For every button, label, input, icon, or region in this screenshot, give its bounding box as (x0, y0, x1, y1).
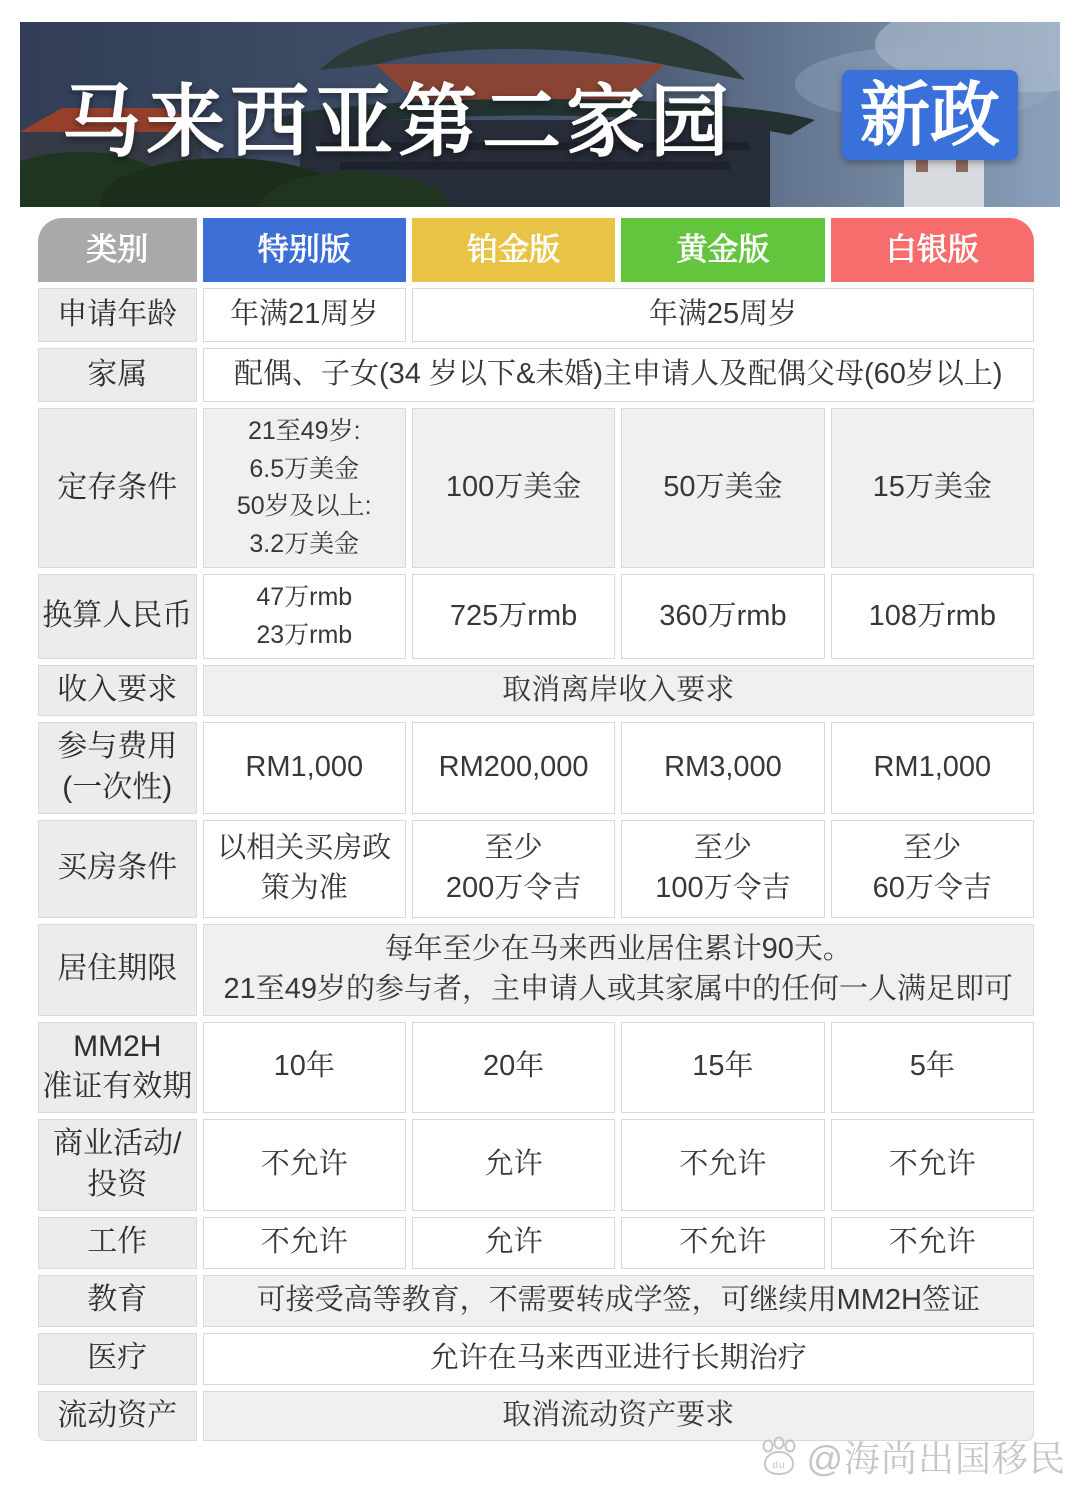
table-cell: 至少 100万令吉 (621, 820, 824, 918)
column-header: 黄金版 (621, 218, 824, 282)
svg-text:du: du (772, 1459, 787, 1471)
table-cell: 取消流动资产要求 (203, 1391, 1034, 1442)
table-cell: RM3,000 (621, 722, 824, 814)
column-header: 类别 (38, 218, 197, 282)
table-row (38, 1275, 1034, 1327)
table-cell: 允许 (412, 1217, 615, 1269)
table-cell: 360万rmb (621, 574, 824, 659)
table-row (38, 1022, 1034, 1113)
table-cell: 不允许 (831, 1217, 1034, 1269)
table-cell: 不允许 (203, 1217, 406, 1269)
table-row (38, 722, 1034, 814)
column-header: 特别版 (203, 218, 406, 282)
column-header: 白银版 (831, 218, 1034, 282)
table-cell: 不允许 (831, 1119, 1034, 1211)
row-label: 家属 (38, 348, 197, 402)
paw-du-icon (758, 1436, 800, 1478)
table-row (38, 1119, 1034, 1211)
table-row (38, 408, 1034, 568)
watermark-text: @海尚出国移民 (806, 1438, 1066, 1479)
row-label: 收入要求 (38, 665, 197, 716)
table-cell: 108万rmb (831, 574, 1034, 659)
table-row (38, 924, 1034, 1016)
table-cell: 10年 (203, 1022, 406, 1113)
table-cell: 可接受高等教育，不需要转成学签，可继续用MM2H签证 (203, 1275, 1034, 1327)
column-header: 铂金版 (412, 218, 615, 282)
table-cell: 配偶、子女(34 岁以下&未婚)主申请人及配偶父母(60岁以上) (203, 348, 1034, 402)
table-cell: RM200,000 (412, 722, 615, 814)
table-cell: 年满25周岁 (412, 288, 1034, 342)
table-cell: 47万rmb 23万rmb (203, 574, 406, 659)
table-cell: RM1,000 (203, 722, 406, 814)
table-cell: 不允许 (203, 1119, 406, 1211)
row-label: 教育 (38, 1275, 197, 1327)
table-cell: 5年 (831, 1022, 1034, 1113)
row-label: 商业活动/ 投资 (38, 1119, 197, 1211)
row-label: 流动资产 (38, 1391, 197, 1442)
table-cell: 年满21周岁 (203, 288, 406, 342)
page-title: 马来西亚第二家园 (62, 76, 734, 166)
table-cell: RM1,000 (831, 722, 1034, 814)
row-label: 居住期限 (38, 924, 197, 1016)
table-cell: 以相关买房政 策为准 (203, 820, 406, 918)
table-cell: 50万美金 (621, 408, 824, 568)
table-cell: 允许 (412, 1119, 615, 1211)
mm2h-comparison-table (32, 212, 1040, 1447)
row-label: 定存条件 (38, 408, 197, 568)
row-label: 工作 (38, 1217, 197, 1269)
table-cell: 取消离岸收入要求 (203, 665, 1034, 716)
title-badge: 新政 (842, 70, 1018, 160)
table-cell: 允许在马来西亚进行长期治疗 (203, 1333, 1034, 1385)
table-cell: 20年 (412, 1022, 615, 1113)
table-cell: 100万美金 (412, 408, 615, 568)
table-cell: 至少 200万令吉 (412, 820, 615, 918)
row-label: 参与费用 (一次性) (38, 722, 197, 814)
table-cell: 15万美金 (831, 408, 1034, 568)
table-cell: 每年至少在马来西业居住累计90天。 21至49岁的参与者，主申请人或其家属中的任何一人满足即可 (203, 924, 1034, 1016)
table-row (38, 288, 1034, 342)
table-row (38, 348, 1034, 402)
table-cell: 不允许 (621, 1119, 824, 1211)
table-cell: 至少 60万令吉 (831, 820, 1034, 918)
table-cell: 725万rmb (412, 574, 615, 659)
table-row (38, 820, 1034, 918)
row-label: 买房条件 (38, 820, 197, 918)
row-label: MM2H 准证有效期 (38, 1022, 197, 1113)
table-row (38, 1217, 1034, 1269)
row-label: 换算人民币 (38, 574, 197, 659)
row-label: 医疗 (38, 1333, 197, 1385)
table-row (38, 665, 1034, 716)
watermark (758, 1431, 1066, 1482)
table-header-row (38, 218, 1034, 282)
table-row (38, 1333, 1034, 1385)
table-row (38, 574, 1034, 659)
table-cell: 15年 (621, 1022, 824, 1113)
table-cell: 不允许 (621, 1217, 824, 1269)
table-cell: 21至49岁: 6.5万美金 50岁及以上: 3.2万美金 (203, 408, 406, 568)
row-label: 申请年龄 (38, 288, 197, 342)
hero-banner (20, 22, 1060, 207)
